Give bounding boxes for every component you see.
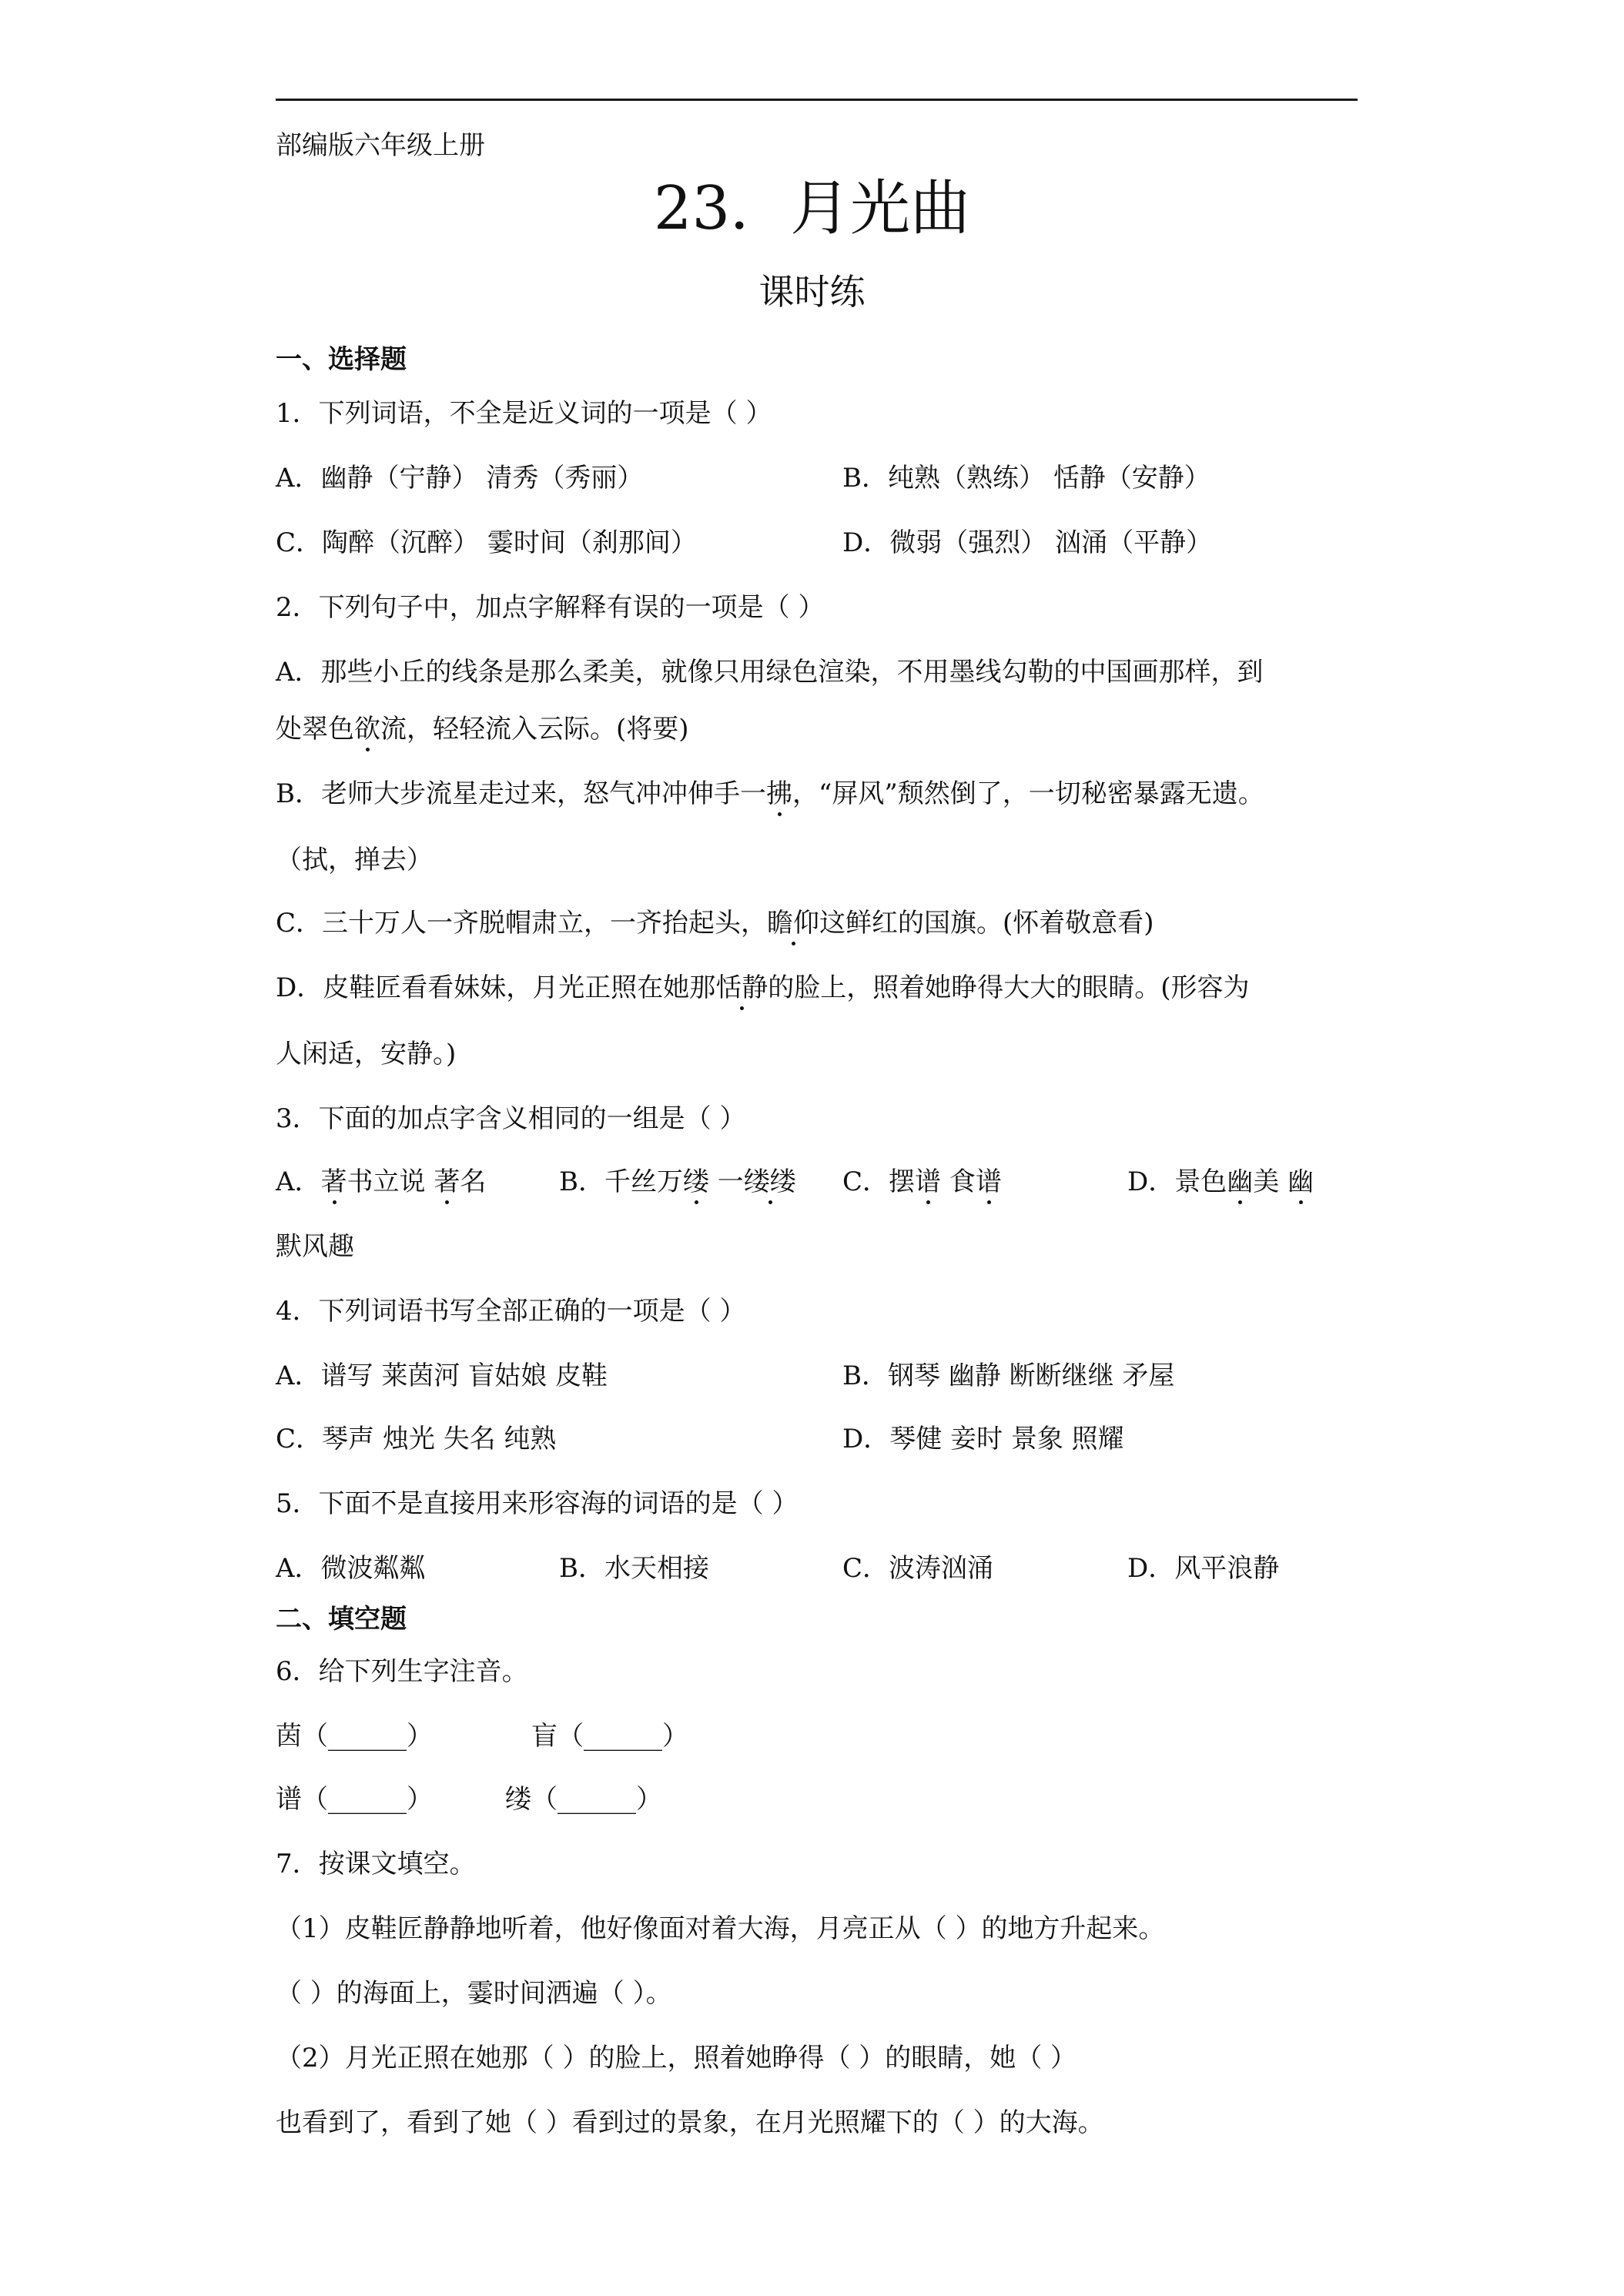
q3-option-b: [559, 1166, 796, 1197]
q2-option-c: [276, 908, 1154, 939]
q7-part2-line1: （2）月光正照在她那（ ）的脸上，照着她睁得（ ）的眼睛，她（ ）: [276, 2043, 1077, 2073]
q6-item-mang: 盲（______）: [531, 1721, 688, 1752]
q3-a-dotted-2: 著: [434, 1166, 460, 1197]
q3-stem: 3．下面的加点字含义相同的一组是（ ）: [276, 1103, 746, 1134]
q3-a-suffix: 名: [460, 1166, 487, 1197]
q5-option-a: A．微波粼粼: [276, 1553, 426, 1584]
q2-option-d-line2: 人闲适，安静。): [276, 1039, 457, 1069]
q3-option-a: [276, 1166, 487, 1197]
q7-part1-line1: （1）皮鞋匠静静地听着，他好像面对着大海，月亮正从（ ）的地方升起来。: [276, 1913, 1165, 1944]
q2-b-text1: B．老师大步流星走过来，怒气冲冲伸手一: [276, 778, 766, 809]
q4-option-b: B．钢琴 幽静 断断继继 矛屋: [842, 1361, 1175, 1391]
q6-stem: 6．给下列生字注音。: [276, 1656, 528, 1687]
q3-a-dotted-1: 著: [320, 1166, 347, 1197]
q3-d-prefix: D．景色: [1127, 1166, 1227, 1197]
q7-stem: 7．按课文填空。: [276, 1849, 476, 1879]
q2-option-b-line2: （拭，掸去）: [276, 845, 433, 875]
section-choice: 一、选择题: [276, 344, 407, 375]
q3-b-dotted-1: 缕: [683, 1166, 709, 1197]
q5-option-d: D．风平浪静: [1127, 1553, 1280, 1584]
q2-option-b-line1: [276, 778, 1264, 809]
q1-option-a: A．幽静（宁静） 清秀（秀丽）: [276, 463, 644, 494]
q2-a-text1: 处翠色: [276, 714, 354, 745]
q2-c-text2: 这鲜红的国旗。(怀着敬意看): [819, 908, 1154, 939]
q6-item-yin: 茵（______）: [276, 1721, 433, 1752]
header-rule: [276, 99, 1358, 101]
q1-option-c: C．陶醉（沉醉） 霎时间（刹那间）: [276, 527, 697, 558]
grade-label: 部编版六年级上册: [276, 130, 485, 161]
q1-option-b: B．纯熟（熟练） 恬静（安静）: [842, 463, 1210, 494]
q4-option-c: C．琴声 烛光 失名 纯熟: [276, 1424, 557, 1454]
q4-stem: 4．下列词语书写全部正确的一项是（ ）: [276, 1296, 746, 1327]
q2-option-a-line2: [276, 714, 689, 745]
q3-a-prefix: A．: [276, 1166, 321, 1197]
q5-option-c: C．波涛汹涌: [842, 1553, 994, 1584]
q3-a-text: 书立说: [347, 1166, 434, 1197]
q3-option-d-line2: 默风趣: [276, 1231, 354, 1262]
q4-option-a: A．谱写 莱茵河 盲姑娘 皮鞋: [276, 1361, 608, 1391]
q3-b-dotted-2: 缕缕: [743, 1166, 796, 1197]
q2-a-text2: 流，轻轻流入云际。(将要): [380, 714, 689, 745]
q3-d-text: 美: [1253, 1166, 1288, 1197]
q3-option-d: [1127, 1166, 1314, 1197]
q2-a-dotted: 欲: [354, 714, 380, 745]
q6-item-pu: 谱（______）: [276, 1784, 433, 1815]
q2-option-a-line1: A．那些小丘的线条是那么柔美，就像只用绿色渲染，不用墨线勾勒的中国画那样，到: [276, 657, 1264, 688]
q5-option-b: B．水天相接: [559, 1553, 709, 1584]
q6-item-lv: 缕（______）: [505, 1784, 662, 1815]
q3-option-c: [842, 1166, 1002, 1197]
q5-stem: 5．下面不是直接用来形容海的词语的是（ ）: [276, 1488, 799, 1519]
q1-stem: 1．下列词语，不全是近义词的一项是（ ）: [276, 398, 772, 429]
q4-option-d: D．琴健 妾时 景象 照耀: [842, 1424, 1124, 1454]
q2-c-text1: C．三十万人一齐脱帽肃立，一齐抬起头，: [276, 908, 768, 939]
q1-option-d: D．微弱（强烈） 汹涌（平静）: [842, 527, 1213, 558]
q3-d-dotted-2: 幽: [1287, 1166, 1314, 1197]
page-title: 23．月光曲: [653, 174, 971, 243]
q2-b-dotted: 拂: [765, 778, 792, 809]
q3-c-text: 食: [941, 1166, 976, 1197]
q3-c-dotted-2: 谱: [975, 1166, 1002, 1197]
q7-part2-line2: 也看到了，看到了她（ ）看到过的景象，在月光照耀下的（ ）的大海。: [276, 2107, 1104, 2138]
q2-d-dotted: 恬静: [715, 972, 768, 1003]
q2-c-dotted: 瞻仰: [767, 908, 820, 939]
q3-d-dotted-1: 幽: [1227, 1166, 1254, 1197]
section-fill: 二、填空题: [276, 1604, 407, 1635]
q3-b-text: 一: [709, 1166, 744, 1197]
q2-d-text2: 的脸上，照着她睁得大大的眼睛。(形容为: [768, 972, 1250, 1003]
q2-option-d-line1: [276, 972, 1250, 1003]
q2-stem: 2．下列句子中，加点字解释有误的一项是（ ）: [276, 592, 825, 623]
q7-part1-line2: （ ）的海面上，霎时间洒遍（ ）。: [276, 1978, 672, 2009]
q2-b-text2: ，“屏风”颓然倒了，一切秘密暴露无遗。: [792, 778, 1264, 809]
q3-c-dotted-1: 谱: [915, 1166, 942, 1197]
q2-d-text1: D．皮鞋匠看看妹妹，月光正照在她那: [276, 972, 716, 1003]
q3-b-prefix: B．千丝万: [559, 1166, 683, 1197]
q3-c-prefix: C．摆: [842, 1166, 916, 1197]
page-subtitle: 课时练: [758, 271, 866, 313]
